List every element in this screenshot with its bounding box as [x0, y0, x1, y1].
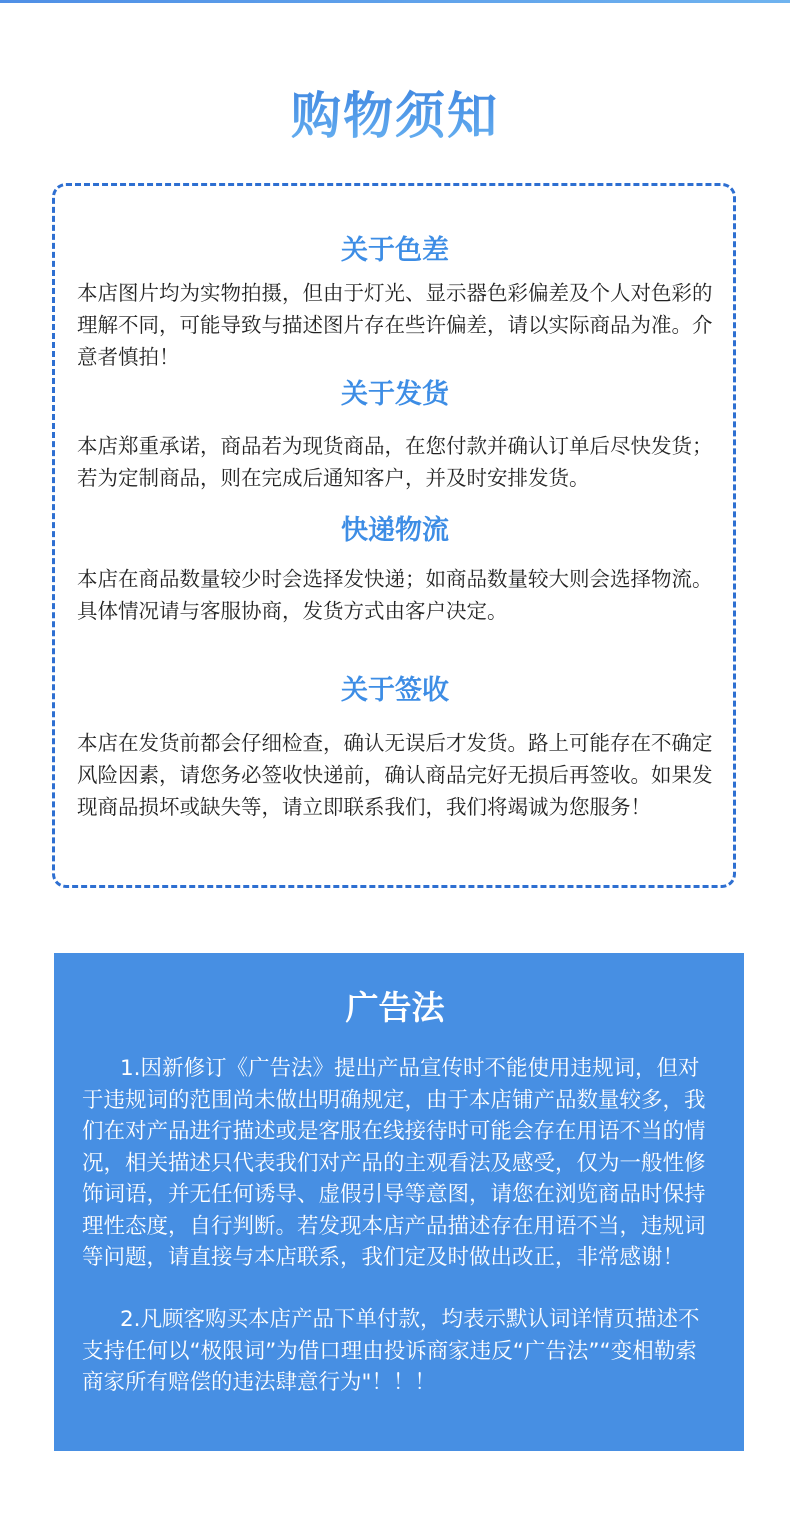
top-accent-line	[0, 0, 790, 3]
section-text-logistics: 本店在商品数量较少时会选择发快递；如商品数量较大则会选择物流。具体情况请与客服协商，发货方式由客户决定。	[77, 567, 713, 623]
advertising-law-paragraph-1: 1.因新修订《广告法》提出产品宣传时不能使用违规词，但对于违规词的范围尚未做出明确规定，由于本店铺产品数量较多，我们在对产品进行描述或是客服在线接待时可能会存在用语不当的情况，相关描述只代表我们对产品的主观看法及感受，仅为一般性修饰词语，并无任何诱导、虚假引导等意图，请您在浏览商品时保持理性态度，自行判断。若发现本店产品描述存在用语不当，违规词等问题，请直接与本店联系，我们定及时做出改正，非常感谢！	[82, 1056, 706, 1270]
section-heading-shipping: 关于发货	[341, 379, 449, 410]
section-heading-color-difference: 关于色差	[341, 235, 449, 266]
section-heading-logistics: 快递物流	[341, 515, 449, 546]
section-text-shipping: 本店郑重承诺，商品若为现货商品，在您付款并确认订单后尽快发货；若为定制商品，则在完成后通知客户，并及时安排发货。	[77, 434, 713, 490]
section-text-color-difference: 本店图片均为实物拍摄，但由于灯光、显示器色彩偏差及个人对色彩的理解不同，可能导致与描述图片存在些许偏差，请以实际商品为准。介意者慎拍！	[77, 281, 713, 369]
page-title: 购物须知	[0, 84, 790, 148]
section-heading-receipt: 关于签收	[341, 675, 449, 706]
advertising-law-title: 广告法	[345, 988, 445, 1027]
advertising-law-paragraph-2: 2.凡顾客购买本店产品下单付款，均表示默认词详情页描述不支持任何以“极限词”为借口理由投诉商家违反“广告法”“变相勒索商家所有赔偿的违法肆意行为"！！！	[82, 1307, 700, 1395]
section-text-receipt: 本店在发货前都会仔细检查，确认无误后才发货。路上可能存在不确定风险因素，请您务必签收快递前，确认商品完好无损后再签收。如果发现商品损坏或缺失等，请立即联系我们，我们将竭诚为您服务！	[77, 731, 713, 819]
